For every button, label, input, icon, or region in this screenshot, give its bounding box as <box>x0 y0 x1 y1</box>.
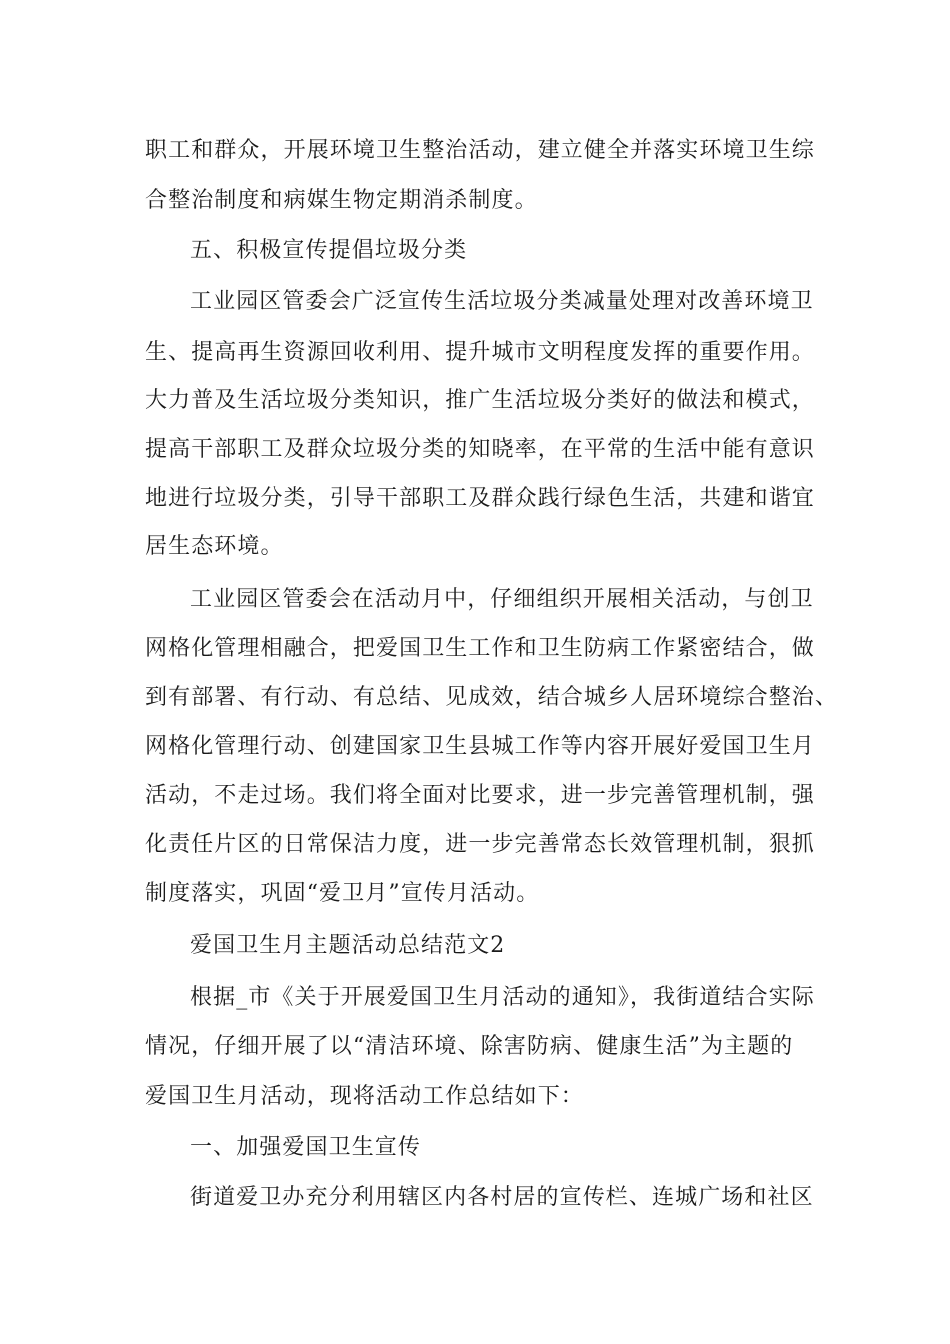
paragraph-line: 网格化管理行动、创建国家卫生县城工作等内容开展好爱国卫生月 <box>145 734 815 759</box>
paragraph-line: 大力普及生活垃圾分类知识，推广生活垃圾分类好的做法和模式， <box>145 388 815 413</box>
paragraph-line: 职工和群众，开展环境卫生整治活动，建立健全并落实环境卫生综 <box>145 138 815 163</box>
paragraph-line: 居生态环境。 <box>145 534 284 559</box>
paragraph-line: 工业园区管委会在活动月中，仔细组织开展相关活动，与创卫 <box>190 587 814 612</box>
paragraph-line: 制度落实，巩固“爱卫月”宣传月活动。 <box>145 881 540 906</box>
paragraph-line: 情况，仔细开展了以“清洁环境、除害防病、健康生活”为主题的 <box>145 1034 794 1059</box>
paragraph-line: 爱国卫生月活动，现将活动工作总结如下： <box>145 1084 584 1109</box>
paragraph-line: 工业园区管委会广泛宣传生活垃圾分类减量处理对改善环境卫 <box>190 289 814 314</box>
section-heading: 一、加强爱国卫生宣传 <box>190 1135 422 1160</box>
paragraph-line: 化责任片区的日常保洁力度，进一步完善常态长效管理机制，狠抓 <box>145 832 815 857</box>
paragraph-line: 合整治制度和病媒生物定期消杀制度。 <box>145 188 538 213</box>
paragraph-line: 生、提高再生资源回收利用、提升城市文明程度发挥的重要作用。 <box>145 340 815 365</box>
paragraph-line: 活动，不走过场。我们将全面对比要求，进一步完善管理机制，强 <box>145 783 815 808</box>
section-heading: 五、积极宣传提倡垃圾分类 <box>190 238 468 263</box>
article-title: 爱国卫生月主题活动总结范文2 <box>190 933 506 958</box>
paragraph-line: 街道爱卫办充分利用辖区内各村居的宣传栏、连城广场和社区 <box>190 1185 814 1210</box>
paragraph-line: 提高干部职工及群众垃圾分类的知晓率，在平常的生活中能有意识 <box>145 437 815 462</box>
paragraph-line: 到有部署、有行动、有总结、见成效，结合城乡人居环境综合整治、 <box>145 685 839 710</box>
paragraph-line: 根据_市《关于开展爱国卫生月活动的通知》，我街道结合实际 <box>190 985 815 1010</box>
paragraph-line: 网格化管理相融合，把爱国卫生工作和卫生防病工作紧密结合，做 <box>145 636 815 661</box>
paragraph-line: 地进行垃圾分类，引导干部职工及群众践行绿色生活，共建和谐宜 <box>145 486 815 511</box>
